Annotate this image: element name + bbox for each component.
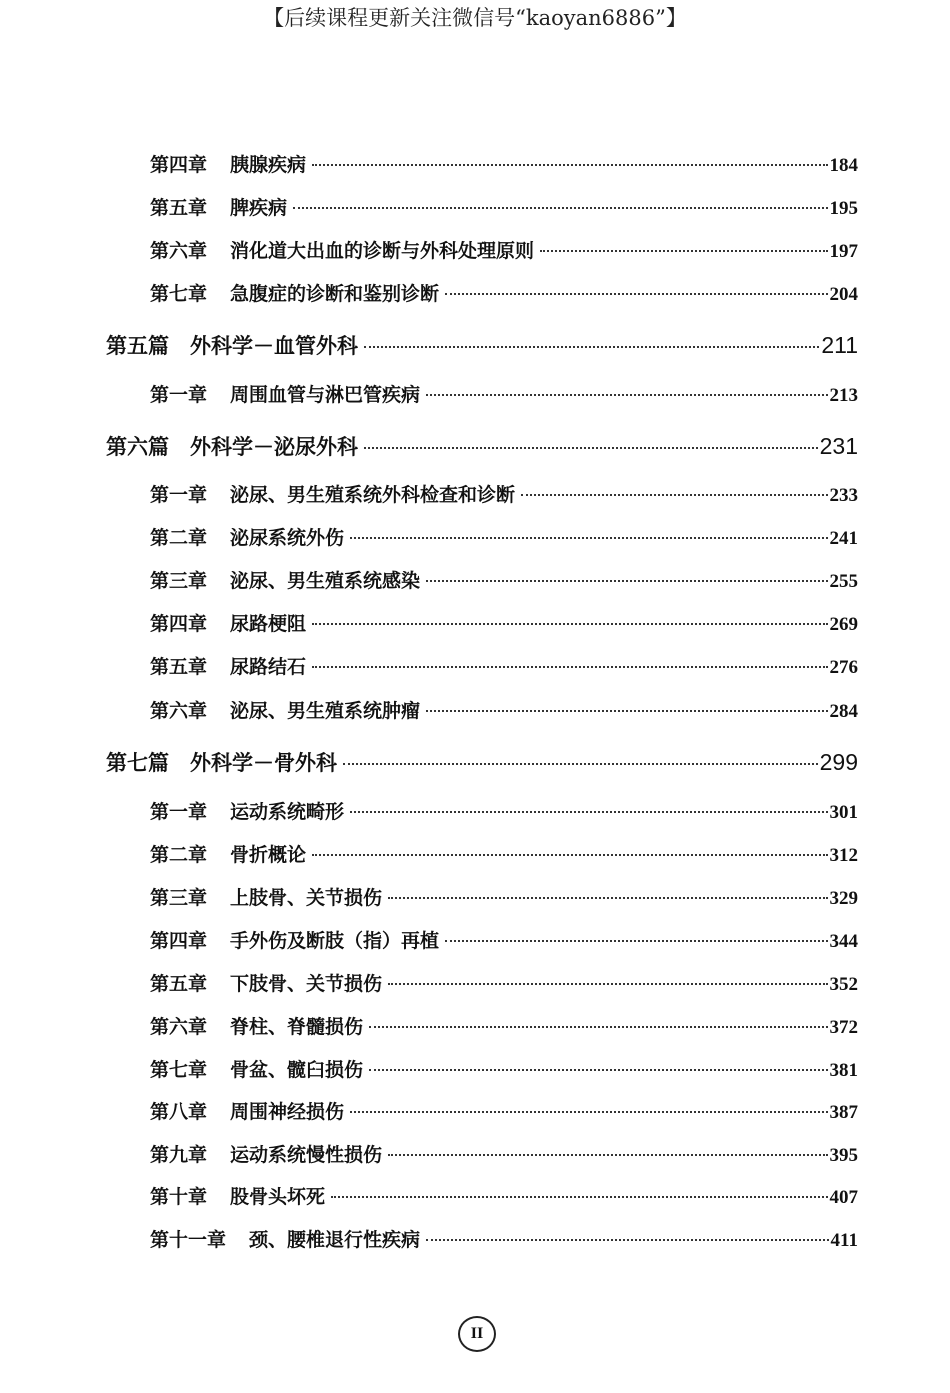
toc-part-entry — [106, 330, 858, 360]
toc-chapter-entry — [150, 236, 858, 263]
toc-chapter-entry — [150, 840, 858, 867]
dot-leader — [364, 346, 819, 348]
toc-entry-label: 第二章 — [150, 844, 208, 866]
toc-chapter-entry — [150, 969, 858, 996]
toc-entry-title: 颈、腰椎退行性疾病 — [249, 1229, 421, 1251]
toc-entry-label: 第三章 — [150, 570, 208, 592]
dot-leader — [312, 666, 827, 668]
toc-entry-title: 周围血管与淋巴管疾病 — [230, 384, 421, 406]
toc-entry-page: 184 — [829, 155, 858, 176]
toc-part-entry — [106, 747, 858, 777]
toc-entry-label: 第二章 — [150, 527, 208, 549]
toc-part-entry — [106, 431, 858, 461]
toc-entry-page: 344 — [829, 931, 858, 952]
toc-entry-title: 泌尿、男生殖系统肿瘤 — [230, 700, 421, 722]
toc-chapter-entry — [150, 609, 858, 636]
dot-leader — [426, 580, 827, 582]
toc-chapter-entry — [150, 380, 858, 407]
dot-leader — [343, 763, 818, 765]
dot-leader — [350, 537, 827, 539]
toc-entry-label: 第一章 — [150, 384, 208, 406]
toc-entry-label: 第六章 — [150, 1016, 208, 1038]
toc-chapter-entry — [150, 480, 858, 507]
toc-entry-page: 381 — [829, 1060, 858, 1081]
toc-entry-page: 241 — [829, 528, 858, 549]
dot-leader — [521, 494, 827, 496]
toc-entry-title: 骨盆、髋臼损伤 — [230, 1059, 364, 1081]
toc-entry-page: 233 — [829, 485, 858, 506]
toc-entry-label: 第一章 — [150, 484, 208, 506]
toc-entry-label: 第七篇 — [106, 750, 169, 775]
dot-leader — [364, 447, 818, 449]
toc-entry-page: 372 — [829, 1017, 858, 1038]
toc-entry-label: 第四章 — [150, 930, 208, 952]
dot-leader — [350, 811, 827, 813]
toc-entry-page: 411 — [830, 1230, 858, 1251]
toc-entry-label: 第六章 — [150, 240, 208, 262]
dot-leader — [426, 710, 827, 712]
toc-chapter-entry — [150, 926, 858, 953]
toc-entry-title: 上肢骨、关节损伤 — [230, 887, 383, 909]
toc-chapter-entry — [150, 696, 858, 723]
toc-entry-label: 第九章 — [150, 1144, 208, 1166]
header-note: 【后续课程更新关注微信号“kaoyan6886”】 — [263, 6, 687, 30]
dot-leader — [388, 983, 827, 985]
toc-entry-page: 407 — [829, 1187, 858, 1208]
toc-entry-label: 第十章 — [150, 1186, 208, 1208]
toc-entry-label: 第四章 — [150, 613, 208, 635]
dot-leader — [388, 1154, 827, 1156]
toc-entry-page: 231 — [819, 433, 858, 459]
toc-entry-title: 股骨头坏死 — [230, 1186, 326, 1208]
toc-entry-title: 手外伤及断肢（指）再植 — [230, 930, 440, 952]
dot-leader — [426, 394, 827, 396]
toc-entry-page: 195 — [829, 198, 858, 219]
toc-chapter-entry — [150, 566, 858, 593]
toc-entry-title: 尿路结石 — [230, 656, 307, 678]
toc-chapter-entry — [150, 1225, 858, 1252]
toc-entry-page: 197 — [829, 241, 858, 262]
page-number-badge: II — [458, 1316, 496, 1352]
toc-entry-title: 周围神经损伤 — [230, 1101, 345, 1123]
dot-leader — [331, 1196, 827, 1198]
dot-leader — [312, 164, 827, 166]
toc-entry-title: 泌尿、男生殖系统感染 — [230, 570, 421, 592]
dot-leader — [388, 897, 827, 899]
toc-chapter-entry — [150, 797, 858, 824]
toc-entry-label: 第五章 — [150, 656, 208, 678]
toc-chapter-entry — [150, 1012, 858, 1039]
toc-entry-page: 301 — [829, 802, 858, 823]
toc-entry-label: 第七章 — [150, 283, 208, 305]
toc-entry-title: 下肢骨、关节损伤 — [230, 973, 383, 995]
toc-chapter-entry — [150, 652, 858, 679]
toc-entry-title: 脾疾病 — [230, 197, 288, 219]
toc-entry-label: 第八章 — [150, 1101, 208, 1123]
toc-entry-title: 尿路梗阻 — [230, 613, 307, 635]
dot-leader — [540, 250, 827, 252]
toc-entry-title: 泌尿系统外伤 — [230, 527, 345, 549]
toc-chapter-entry — [150, 1182, 858, 1209]
toc-entry-page: 255 — [829, 571, 858, 592]
dot-leader — [445, 293, 827, 295]
toc-entry-label: 第六章 — [150, 700, 208, 722]
toc-entry-label: 第十一章 — [150, 1229, 227, 1251]
toc-entry-label: 第四章 — [150, 154, 208, 176]
dot-leader — [312, 854, 827, 856]
toc-entry-page: 269 — [829, 614, 858, 635]
toc-chapter-entry — [150, 1097, 858, 1124]
toc-entry-label: 第五章 — [150, 973, 208, 995]
toc-entry-label: 第一章 — [150, 801, 208, 823]
toc-chapter-entry — [150, 1055, 858, 1082]
toc-entry-label: 第五篇 — [106, 333, 169, 358]
toc-chapter-entry — [150, 523, 858, 550]
toc-entry-title: 运动系统慢性损伤 — [230, 1144, 383, 1166]
toc-entry-page: 352 — [829, 974, 858, 995]
toc-entry-label: 第三章 — [150, 887, 208, 909]
toc-chapter-entry — [150, 1140, 858, 1167]
toc-entry-title: 胰腺疾病 — [230, 154, 307, 176]
toc-entry-page: 213 — [829, 385, 858, 406]
dot-leader — [369, 1069, 827, 1071]
toc-entry-page: 395 — [829, 1145, 858, 1166]
toc-entry-title: 骨折概论 — [230, 844, 307, 866]
toc-chapter-entry — [150, 883, 858, 910]
toc-entry-label: 第五章 — [150, 197, 208, 219]
dot-leader — [445, 940, 827, 942]
toc-entry-label: 第六篇 — [106, 434, 169, 459]
toc-entry-page: 204 — [829, 284, 858, 305]
toc-chapter-entry — [150, 193, 858, 220]
toc-entry-page: 387 — [829, 1102, 858, 1123]
toc-chapter-entry — [150, 150, 858, 177]
toc-entry-title: 外科学－血管外科 — [190, 333, 358, 358]
dot-leader — [369, 1026, 827, 1028]
toc-entry-page: 276 — [829, 657, 858, 678]
toc-entry-page: 299 — [819, 749, 858, 775]
dot-leader — [293, 207, 827, 209]
toc-chapter-entry — [150, 279, 858, 306]
dot-leader — [426, 1239, 829, 1241]
dot-leader — [350, 1111, 827, 1113]
toc-entry-page: 211 — [821, 332, 858, 358]
toc-entry-title: 外科学－泌尿外科 — [190, 434, 358, 459]
toc-entry-page: 329 — [829, 888, 858, 909]
dot-leader — [312, 623, 827, 625]
toc-entry-page: 284 — [829, 701, 858, 722]
toc-entry-title: 消化道大出血的诊断与外科处理原则 — [230, 240, 535, 262]
toc-entry-page: 312 — [829, 845, 858, 866]
toc-entry-title: 急腹症的诊断和鉴别诊断 — [230, 283, 440, 305]
toc-entry-label: 第七章 — [150, 1059, 208, 1081]
toc-entry-title: 运动系统畸形 — [230, 801, 345, 823]
toc-entry-title: 外科学－骨外科 — [190, 750, 337, 775]
toc-entry-title: 泌尿、男生殖系统外科检查和诊断 — [230, 484, 516, 506]
toc-entry-title: 脊柱、脊髓损伤 — [230, 1016, 364, 1038]
